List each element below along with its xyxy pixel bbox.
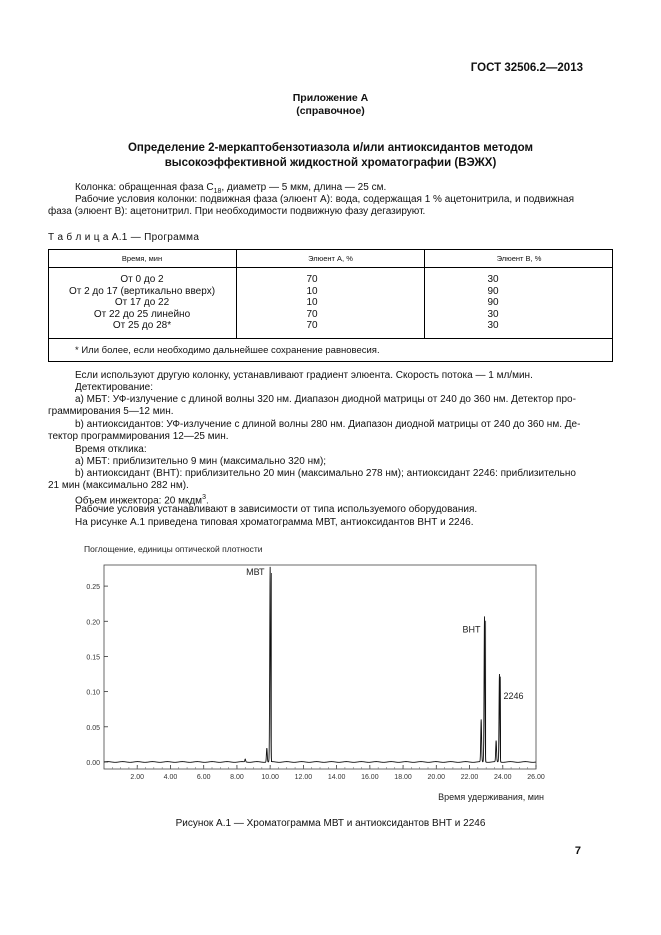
section-title-line2: высокоэффективной жидкостной хроматографии (ВЭЖХ) — [164, 157, 497, 169]
standard-number: ГОСТ 32506.2—2013 — [470, 62, 583, 74]
y-tick-label: 0.15 — [86, 654, 100, 662]
table-column-eluent-a — [237, 274, 387, 332]
peak-label: 2246 — [503, 691, 524, 702]
table-column-time — [48, 274, 236, 332]
plot-frame — [104, 565, 536, 769]
peak-label: ВНТ — [462, 624, 481, 635]
body-line: На рисунке А.1 приведена типовая хроматограмма МВТ, антиоксидантов ВНТ и 2246. — [75, 517, 474, 528]
x-tick-label: 26.00 — [527, 774, 545, 781]
x-tick-label: 4.00 — [163, 774, 178, 781]
body-line: Объем инжектора: 20 мкдм — [75, 495, 203, 507]
x-tick-label: 14.00 — [327, 774, 346, 781]
table-header-eluent-a: Элюент А, % — [308, 254, 353, 263]
table-cell: От 17 до 22 — [114, 297, 170, 309]
table-footnote-rule — [48, 338, 613, 339]
body-line: b) антиоксидантов: УФ-излучение с длиной волны 280 нм. Диапазон диодной матрицы от 240 до 360 нм. Де- — [75, 419, 581, 430]
body-line: а) МБТ: УФ-излучение с длиной волны 320 нм. Диапазон диодной матрицы от 240 до 360 нм. Детектор про- — [75, 394, 576, 405]
conditions-line1: Рабочие условия колонки: подвижная фаза (элюент А): вода, содержащая 1 % ацетонитрила, и подвижная — [75, 194, 574, 205]
x-tick-label: 10.00 — [261, 774, 279, 781]
x-tick-label: 24.00 — [494, 774, 512, 781]
x-tick-label: 6.00 — [196, 774, 211, 781]
x-tick-label: 2.00 — [130, 774, 145, 781]
body-line: граммирования 5—12 мин. — [48, 406, 174, 417]
table-header-time: Время, мин — [121, 254, 163, 263]
y-tick-label: 0.25 — [86, 584, 100, 592]
figure-caption: Рисунок А.1 — Хроматограмма МВТ и антиоксидантов ВНТ и 2246 — [175, 818, 486, 829]
y-tick-label: 0.05 — [86, 724, 100, 732]
table-footnote: * Или более, если необходимо дальнейшее сохранение равновесия. — [75, 345, 380, 356]
x-tick-label: 18.00 — [394, 774, 412, 781]
conditions-line2: фаза (элюент В): ацетонитрил. При необходимости подвижную фазу дегазируют. — [48, 206, 426, 217]
body-line: . — [205, 495, 209, 507]
table-cell: 30 — [487, 320, 499, 332]
column-spec-subscript: 18 — [213, 188, 222, 195]
x-tick-label: 12.00 — [294, 774, 313, 781]
chromatogram-chart — [60, 540, 560, 805]
signal-trace — [104, 567, 536, 762]
table-cell: 90 — [487, 297, 499, 309]
x-tick-label: 8.00 — [230, 774, 244, 781]
table-column-eluent-b — [425, 274, 561, 332]
body-line: b) антиоксидант (ВНТ): приблизительно 20 мин (максимально 278 нм); антиоксидант 2246: приблизительно — [75, 468, 576, 479]
x-tick-label: 22.00 — [460, 774, 479, 781]
table-header-eluent-b: Элюент В, % — [496, 254, 542, 263]
y-tick-label: 0.00 — [86, 759, 100, 767]
chart-ylabel: Поглощение, единицы оптической плотности — [84, 544, 263, 554]
table-cell: 10 — [306, 285, 318, 297]
body-line: 21 мин (максимально 282 нм). — [48, 480, 189, 491]
table-cell: От 2 до 17 (вертикально вверх) — [68, 285, 216, 297]
table-cell: 30 — [487, 308, 499, 320]
section-title-line1: Определение 2-меркаптобензотиазола и/или антиоксидантов методом — [127, 142, 534, 154]
table-cell: 70 — [306, 308, 318, 320]
body-line: Детектирование: — [75, 382, 154, 393]
chart-xlabel: Время удерживания, мин — [438, 792, 544, 802]
body-line: Рабочие условия устанавливают в зависимости от типа используемого оборудования. — [75, 504, 478, 515]
x-tick-label: 16.00 — [361, 774, 379, 781]
table-cell: От 0 до 2 — [120, 274, 164, 285]
table-cell: 90 — [487, 285, 499, 297]
appendix-heading — [0, 92, 661, 118]
y-tick-label: 0.10 — [86, 689, 100, 697]
table-cell: 70 — [306, 274, 318, 285]
body-line: а) МБТ: приблизительно 9 мин (максимально 320 нм); — [75, 456, 327, 467]
x-tick-label: 20.00 — [427, 774, 446, 781]
body-line: тектор программирования 12—25 мин. — [48, 431, 229, 442]
table-cell: 30 — [487, 274, 499, 285]
section-title — [0, 141, 661, 171]
y-tick-label: 0.20 — [86, 619, 100, 627]
appendix-subtitle: (справочное) — [296, 105, 365, 117]
column-spec-text: Колонка: обращенная фаза C — [75, 182, 214, 193]
table-cell: От 22 до 25 линейно — [93, 308, 191, 320]
table-cell: От 25 до 28* — [112, 320, 172, 332]
table-caption: Т а б л и ц а А.1 — Программа — [48, 232, 200, 243]
body-line: Время отклика: — [75, 444, 147, 455]
page-number: 7 — [574, 845, 581, 857]
table-cell: 70 — [306, 320, 318, 332]
appendix-title: Приложение А — [292, 92, 369, 104]
superscript: 3 — [202, 494, 206, 501]
column-spec-text-end: , диаметр — 5 мкм, длина — 25 см. — [221, 182, 387, 193]
table-header-rule — [48, 267, 613, 268]
table-cell: 10 — [306, 297, 318, 309]
body-line: Если используют другую колонку, устанавливают градиент элюента. Скорость потока — 1 мл/мин. — [75, 370, 533, 381]
peak-label: МВТ — [246, 567, 265, 578]
